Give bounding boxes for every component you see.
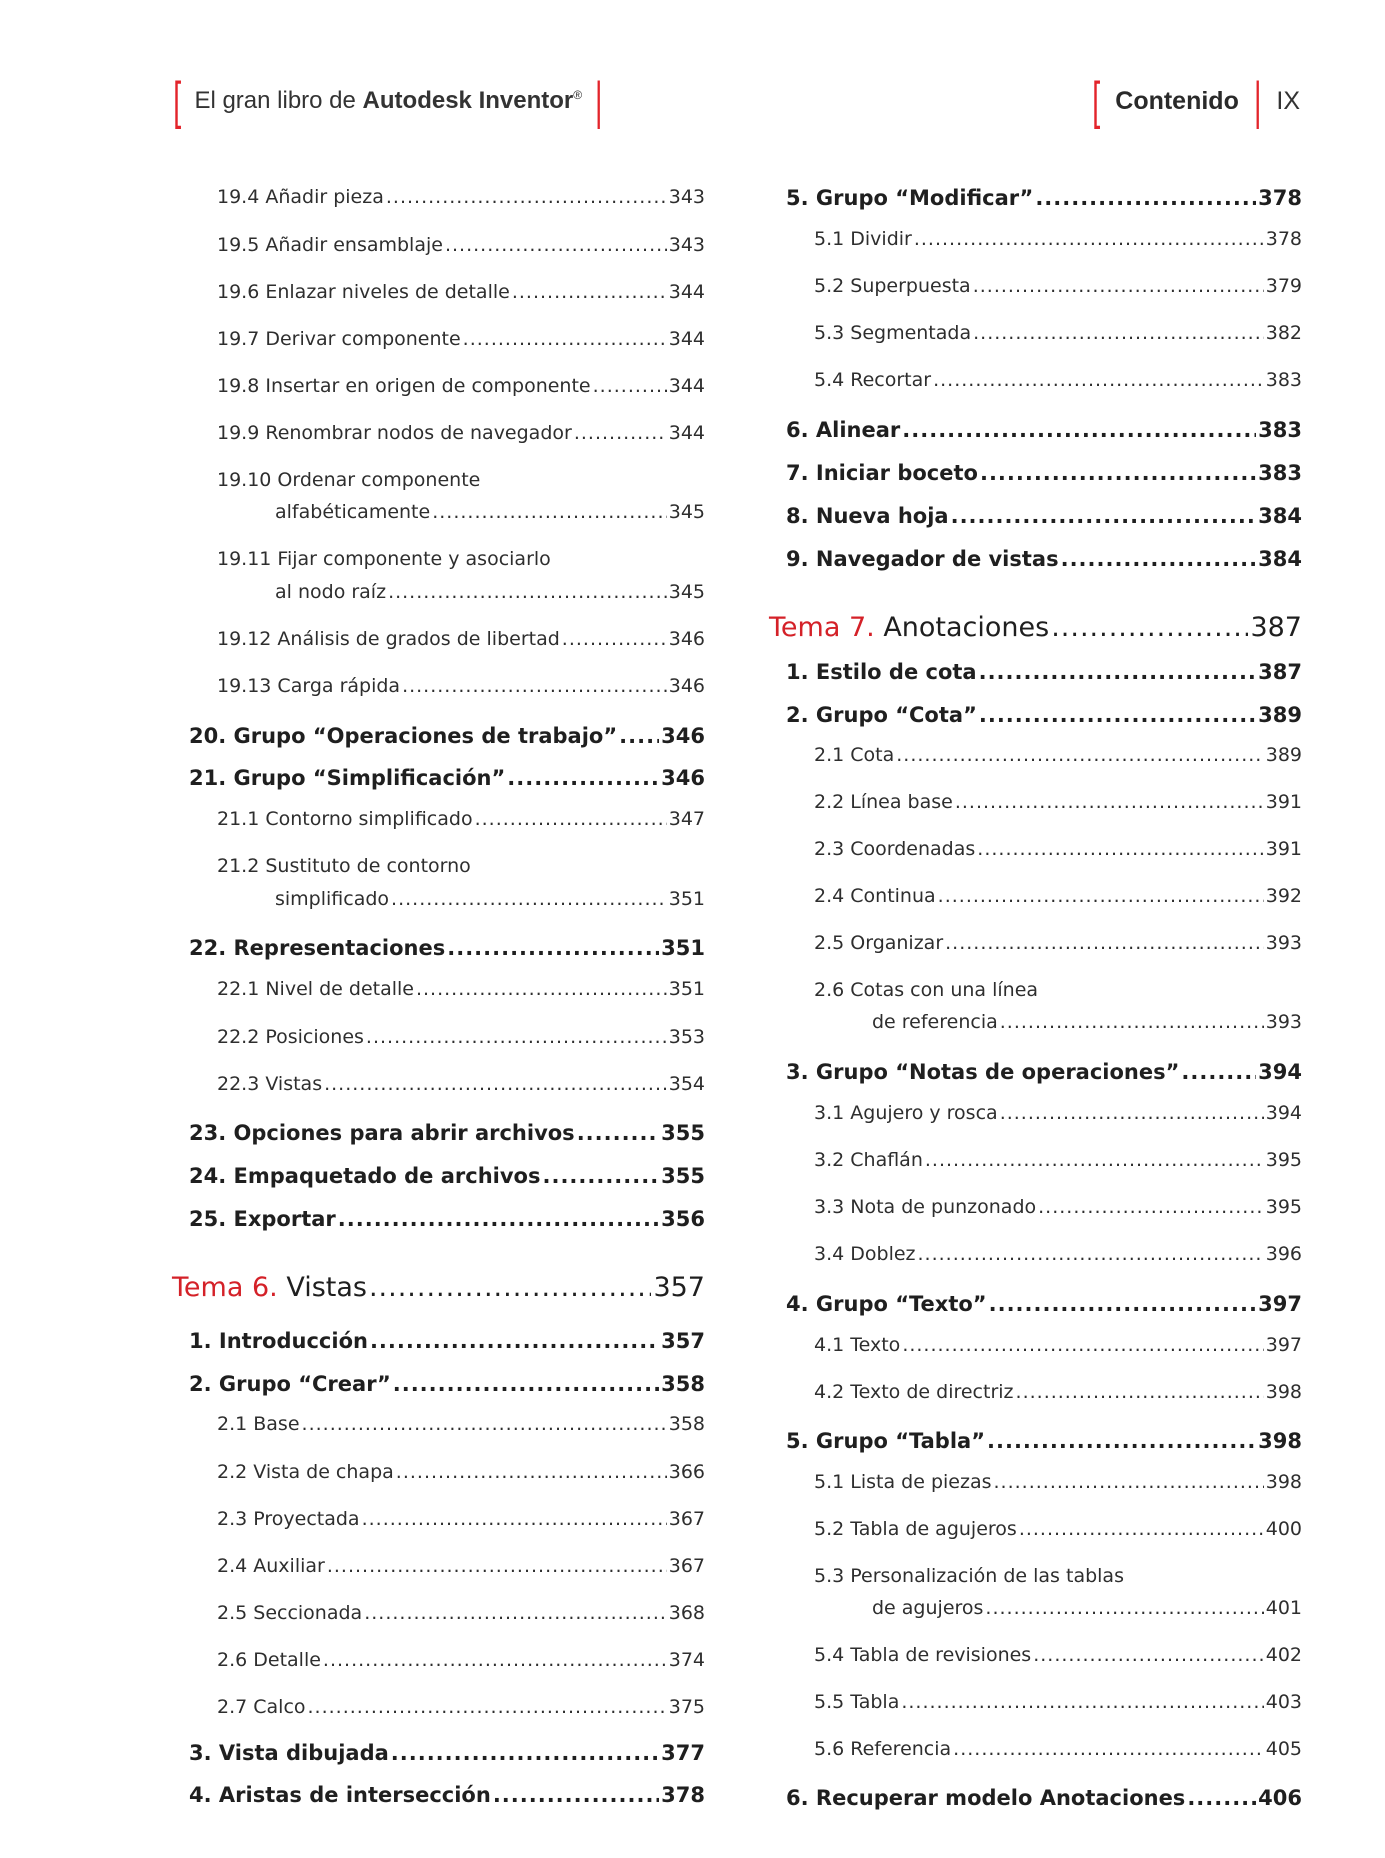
- book-title: El gran libro de Autodesk Inventor®: [194, 87, 583, 114]
- subsection-entry[interactable]: [782, 1738, 1302, 1760]
- toc-entry-line1: 5.3 Personalización de las tablas: [814, 1565, 1124, 1587]
- dot-leader: [979, 660, 1257, 684]
- dot-leader: [989, 1292, 1257, 1316]
- section-entry[interactable]: [185, 1329, 705, 1353]
- entry-title: 5.1 Lista de piezas: [814, 1471, 992, 1493]
- entry-title: 2.4 Continua: [814, 885, 936, 907]
- subsection-entry[interactable]: [782, 1243, 1302, 1265]
- entry-title: 4.1 Texto: [814, 1334, 901, 1356]
- entry-page-number: 398: [1265, 1471, 1302, 1493]
- entry-title: 2.4 Auxiliar: [217, 1555, 325, 1577]
- dot-leader: [994, 1471, 1264, 1493]
- subsection-entry[interactable]: [185, 1073, 705, 1095]
- dot-leader: [323, 1649, 667, 1671]
- entry-title: 19.12 Análisis de grados de libertad: [217, 628, 560, 650]
- section-entry[interactable]: [185, 1741, 705, 1765]
- entry-title: 4. Aristas de intersección: [189, 1783, 491, 1807]
- entry-page-number: 383: [1258, 461, 1302, 485]
- subsection-entry[interactable]: [782, 322, 1302, 344]
- dot-leader: [338, 1207, 659, 1231]
- entry-title: 1. Estilo de cota: [786, 660, 977, 684]
- toc-entry-line1: 19.10 Ordenar componente: [217, 469, 481, 491]
- subsection-entry[interactable]: [185, 628, 705, 650]
- dot-leader: [391, 1741, 659, 1765]
- dot-leader: [933, 369, 1264, 391]
- dot-leader: [577, 1121, 659, 1145]
- entry-title: 24. Empaquetado de archivos: [189, 1164, 541, 1188]
- toc-entry-line1: 2.6 Cotas con una línea: [814, 979, 1039, 1001]
- subsection-entry[interactable]: [782, 1518, 1302, 1540]
- dot-leader: [980, 461, 1256, 485]
- subsection-entry[interactable]: [782, 1691, 1302, 1713]
- dot-leader: [902, 1334, 1263, 1356]
- chapter-number: Tema 6.: [172, 1272, 278, 1303]
- entry-page-number: 351: [661, 936, 705, 960]
- dot-leader: [1033, 1644, 1264, 1666]
- dot-leader: [562, 628, 667, 650]
- section-entry[interactable]: [782, 1786, 1302, 1810]
- subsection-entry[interactable]: [185, 978, 705, 1000]
- subsection-entry[interactable]: [782, 369, 1302, 391]
- entry-page-number: 406: [1258, 1786, 1302, 1810]
- bracket-mark: |: [595, 72, 603, 130]
- entry-title: 4.2 Texto de directriz: [814, 1381, 1014, 1403]
- entry-title: 5.3 Segmentada: [814, 322, 972, 344]
- dot-leader: [364, 1602, 667, 1624]
- dot-leader: [416, 978, 667, 1000]
- entry-title: 5.4 Tabla de revisiones: [814, 1644, 1032, 1666]
- subsection-entry[interactable]: [782, 1334, 1302, 1356]
- subsection-entry[interactable]: [185, 1508, 705, 1530]
- entry-title: 2. Grupo “Crear”: [189, 1372, 391, 1396]
- subsection-entry[interactable]: [185, 1696, 705, 1718]
- section-entry[interactable]: [782, 1060, 1302, 1084]
- entry-title: 22.2 Posiciones: [217, 1026, 364, 1048]
- subsection-entry[interactable]: [185, 1649, 705, 1671]
- entry-page-number: 378: [1265, 228, 1302, 250]
- subsection-entry[interactable]: [185, 1026, 705, 1048]
- subsection-entry[interactable]: [782, 1196, 1302, 1218]
- entry-title: 2.5 Organizar: [814, 932, 944, 954]
- dot-leader: [447, 936, 659, 960]
- entry-title: 19.9 Renombrar nodos de navegador: [217, 422, 572, 444]
- dot-leader: [1016, 1381, 1264, 1403]
- entry-page-number: 358: [661, 1372, 705, 1396]
- entry-page-number: 382: [1265, 322, 1302, 344]
- entry-title: 22.3 Vistas: [217, 1073, 323, 1095]
- dot-leader: [402, 675, 667, 697]
- subsection-entry[interactable]: [185, 501, 705, 523]
- entry-title: 2.3 Proyectada: [217, 1508, 360, 1530]
- subsection-entry[interactable]: [185, 234, 705, 256]
- entry-title: 22.1 Nivel de detalle: [217, 978, 414, 1000]
- entry-page-number: 402: [1265, 1644, 1302, 1666]
- subsection-entry[interactable]: [782, 228, 1302, 250]
- dot-leader: [945, 932, 1264, 954]
- section-entry[interactable]: [782, 703, 1302, 727]
- entry-title: 9. Navegador de vistas: [786, 547, 1059, 571]
- chapter-label: [769, 612, 1049, 643]
- bracket-mark: [: [173, 72, 182, 130]
- dot-leader: [619, 724, 659, 748]
- section-entry[interactable]: [185, 724, 705, 748]
- entry-page-number: 378: [661, 1783, 705, 1807]
- entry-title: 3. Vista dibujada: [189, 1741, 389, 1765]
- dot-leader: [938, 885, 1264, 907]
- entry-page-number: 344: [668, 375, 705, 397]
- entry-page-number: 389: [1265, 744, 1302, 766]
- subsection-entry[interactable]: [185, 1413, 705, 1435]
- section-title: Contenido: [1115, 86, 1239, 115]
- dot-leader: [507, 766, 659, 790]
- dot-leader: [955, 791, 1264, 813]
- entry-page-number: 378: [1258, 186, 1302, 210]
- entry-page-number: 383: [1258, 418, 1302, 442]
- dot-leader: [1061, 547, 1257, 571]
- dot-leader: [918, 1243, 1264, 1265]
- section-entry[interactable]: [185, 1207, 705, 1231]
- entry-page-number: 367: [668, 1508, 705, 1530]
- chapter-entry[interactable]: [172, 1272, 705, 1303]
- dot-leader: [366, 1026, 667, 1048]
- entry-title: 1. Introducción: [189, 1329, 368, 1353]
- entry-title: 3.3 Nota de punzonado: [814, 1196, 1037, 1218]
- entry-page-number: 368: [668, 1602, 705, 1624]
- entry-page-number: 356: [661, 1207, 705, 1231]
- entry-page-number: 354: [668, 1073, 705, 1095]
- entry-title: 3.4 Doblez: [814, 1243, 916, 1265]
- entry-title: 6. Alinear: [786, 418, 901, 442]
- entry-title: 3. Grupo “Notas de operaciones”: [786, 1060, 1180, 1084]
- entry-title: 23. Opciones para abrir archivos: [189, 1121, 575, 1145]
- entry-page-number: 397: [1265, 1334, 1302, 1356]
- section-entry[interactable]: [782, 461, 1302, 485]
- dot-leader: [593, 375, 667, 397]
- entry-page-number: 398: [1265, 1381, 1302, 1403]
- subsection-entry[interactable]: [782, 932, 1302, 954]
- entry-title: simplificado: [275, 888, 390, 910]
- section-entry[interactable]: [185, 766, 705, 790]
- dot-leader: [475, 808, 667, 830]
- entry-page-number: 355: [661, 1164, 705, 1188]
- dot-leader: [1187, 1786, 1256, 1810]
- dot-leader: [386, 186, 667, 208]
- subsection-entry[interactable]: [185, 422, 705, 444]
- subsection-entry[interactable]: [185, 675, 705, 697]
- dot-leader: [369, 1272, 651, 1303]
- entry-page-number: 401: [1265, 1597, 1302, 1619]
- dot-leader: [393, 1372, 659, 1396]
- section-entry[interactable]: [782, 660, 1302, 684]
- entry-page-number: 367: [668, 1555, 705, 1577]
- subsection-entry[interactable]: [185, 888, 705, 910]
- entry-page-number: 346: [668, 675, 705, 697]
- entry-title: 2.7 Calco: [217, 1696, 306, 1718]
- subsection-entry[interactable]: [782, 275, 1302, 297]
- entry-title: 2.2 Línea base: [814, 791, 953, 813]
- dot-leader: [512, 281, 667, 303]
- entry-page-number: 353: [668, 1026, 705, 1048]
- subsection-entry[interactable]: [185, 328, 705, 350]
- subsection-entry[interactable]: [782, 838, 1302, 860]
- dot-leader: [1051, 612, 1248, 643]
- entry-page-number: 366: [668, 1461, 705, 1483]
- entry-title: 2.5 Seccionada: [217, 1602, 363, 1624]
- chapter-entry[interactable]: [769, 612, 1302, 643]
- entry-page-number: 396: [1265, 1243, 1302, 1265]
- entry-page-number: 379: [1265, 275, 1302, 297]
- entry-page-number: 383: [1265, 369, 1302, 391]
- entry-page-number: 358: [668, 1413, 705, 1435]
- subsection-entry[interactable]: [782, 791, 1302, 813]
- subsection-entry[interactable]: [782, 1644, 1302, 1666]
- toc-entry-line1: 19.11 Fijar componente y asociarlo: [217, 548, 551, 570]
- dot-leader: [973, 322, 1264, 344]
- toc-entry-line1: 21.2 Sustituto de contorno: [217, 855, 471, 877]
- dot-leader: [1000, 1102, 1264, 1124]
- entry-page-number: 346: [661, 766, 705, 790]
- entry-title: 19.7 Derivar componente: [217, 328, 461, 350]
- entry-title: 2. Grupo “Cota”: [786, 703, 977, 727]
- entry-page-number: 394: [1265, 1102, 1302, 1124]
- entry-page-number: 393: [1265, 932, 1302, 954]
- entry-page-number: 351: [668, 978, 705, 1000]
- dot-leader: [914, 228, 1264, 250]
- entry-title: 19.6 Enlazar niveles de detalle: [217, 281, 510, 303]
- dot-leader: [391, 888, 667, 910]
- entry-page-number: 344: [668, 281, 705, 303]
- entry-page-number: 403: [1265, 1691, 1302, 1713]
- entry-page-number: 387: [1250, 612, 1302, 643]
- subsection-entry[interactable]: [782, 1011, 1302, 1033]
- dot-leader: [1019, 1518, 1264, 1540]
- entry-title: 25. Exportar: [189, 1207, 336, 1231]
- dot-leader: [432, 501, 667, 523]
- dot-leader: [977, 838, 1263, 860]
- entry-page-number: 400: [1265, 1518, 1302, 1540]
- entry-page-number: 343: [668, 186, 705, 208]
- subsection-entry[interactable]: [782, 1149, 1302, 1171]
- dot-leader: [1000, 1011, 1264, 1033]
- dot-leader: [396, 1461, 667, 1483]
- subsection-entry[interactable]: [185, 1555, 705, 1577]
- entry-title: 20. Grupo “Operaciones de trabajo”: [189, 724, 618, 748]
- dot-leader: [324, 1073, 667, 1095]
- entry-title: 7. Iniciar boceto: [786, 461, 978, 485]
- subsection-entry[interactable]: [185, 808, 705, 830]
- section-entry[interactable]: [782, 1429, 1302, 1453]
- entry-page-number: 392: [1265, 885, 1302, 907]
- dot-leader: [308, 1696, 667, 1718]
- subsection-entry[interactable]: [185, 375, 705, 397]
- subsection-entry[interactable]: [185, 281, 705, 303]
- dot-leader: [951, 504, 1257, 528]
- dot-leader: [979, 703, 1256, 727]
- entry-page-number: 343: [668, 234, 705, 256]
- entry-title: 5.2 Tabla de agujeros: [814, 1518, 1017, 1540]
- section-entry[interactable]: [185, 1164, 705, 1188]
- entry-title: 5.6 Referencia: [814, 1738, 952, 1760]
- entry-title: 3.1 Agujero y rosca: [814, 1102, 998, 1124]
- section-entry[interactable]: [782, 504, 1302, 528]
- entry-title: 19.5 Añadir ensamblaje: [217, 234, 443, 256]
- entry-page-number: 347: [668, 808, 705, 830]
- entry-title: 2.1 Cota: [814, 744, 895, 766]
- dot-leader: [973, 275, 1264, 297]
- dot-leader: [370, 1329, 659, 1353]
- chapter-number: Tema 7.: [769, 612, 875, 643]
- entry-title: al nodo raíz: [275, 581, 387, 603]
- section-entry[interactable]: [782, 186, 1302, 210]
- subsection-entry[interactable]: [185, 581, 705, 603]
- entry-page-number: 393: [1265, 1011, 1302, 1033]
- section-entry[interactable]: [782, 547, 1302, 571]
- entry-title: alfabéticamente: [275, 501, 431, 523]
- subsection-entry[interactable]: [185, 1602, 705, 1624]
- entry-title: 19.8 Insertar en origen de componente: [217, 375, 591, 397]
- chapter-label: [172, 1272, 367, 1303]
- entry-title: 5. Grupo “Modificar”: [786, 186, 1034, 210]
- bracket-mark: [: [1092, 72, 1101, 130]
- entry-title: 19.13 Carga rápida: [217, 675, 401, 697]
- dot-leader: [925, 1149, 1264, 1171]
- dot-leader: [1038, 1196, 1264, 1218]
- subsection-entry[interactable]: [185, 186, 705, 208]
- entry-title: de referencia: [872, 1011, 998, 1033]
- entry-title: 2.6 Detalle: [217, 1649, 321, 1671]
- entry-title: 5.2 Superpuesta: [814, 275, 971, 297]
- entry-page-number: 377: [661, 1741, 705, 1765]
- entry-page-number: 391: [1265, 791, 1302, 813]
- dot-leader: [902, 418, 1256, 442]
- bracket-mark: |: [1253, 72, 1262, 130]
- dot-leader: [987, 1429, 1256, 1453]
- entry-page-number: 345: [668, 581, 705, 603]
- entry-page-number: 357: [661, 1329, 705, 1353]
- entry-page-number: 389: [1258, 703, 1302, 727]
- subsection-entry[interactable]: [782, 1471, 1302, 1493]
- entry-title: 8. Nueva hoja: [786, 504, 949, 528]
- entry-title: 5.5 Tabla: [814, 1691, 900, 1713]
- entry-page-number: 397: [1258, 1292, 1302, 1316]
- entry-title: 4. Grupo “Texto”: [786, 1292, 987, 1316]
- dot-leader: [302, 1413, 667, 1435]
- dot-leader: [362, 1508, 667, 1530]
- entry-page-number: 384: [1258, 547, 1302, 571]
- chapter-title: Vistas: [286, 1272, 367, 1303]
- entry-title: 2.3 Coordenadas: [814, 838, 976, 860]
- entry-page-number: 375: [668, 1696, 705, 1718]
- section-entry[interactable]: [185, 936, 705, 960]
- dot-leader: [574, 422, 667, 444]
- entry-page-number: 384: [1258, 504, 1302, 528]
- dot-leader: [1181, 1060, 1256, 1084]
- dot-leader: [953, 1738, 1264, 1760]
- dot-leader: [901, 1691, 1263, 1713]
- entry-page-number: 346: [668, 628, 705, 650]
- entry-title: 21. Grupo “Simplificación”: [189, 766, 506, 790]
- subsection-entry[interactable]: [782, 1381, 1302, 1403]
- entry-page-number: 351: [668, 888, 705, 910]
- subsection-entry[interactable]: [782, 1102, 1302, 1124]
- subsection-entry[interactable]: [782, 1597, 1302, 1619]
- running-header-left: [170, 72, 606, 130]
- section-entry[interactable]: [185, 1372, 705, 1396]
- subsection-entry[interactable]: [185, 1461, 705, 1483]
- dot-leader: [388, 581, 667, 603]
- entry-title: 5.4 Recortar: [814, 369, 932, 391]
- dot-leader: [327, 1555, 667, 1577]
- subsection-entry[interactable]: [782, 744, 1302, 766]
- entry-title: 5. Grupo “Tabla”: [786, 1429, 986, 1453]
- dot-leader: [463, 328, 667, 350]
- entry-page-number: 355: [661, 1121, 705, 1145]
- entry-page-number: 344: [668, 422, 705, 444]
- entry-title: 3.2 Chaflán: [814, 1149, 923, 1171]
- entry-page-number: 405: [1265, 1738, 1302, 1760]
- entry-title: 19.4 Añadir pieza: [217, 186, 384, 208]
- chapter-title: Anotaciones: [883, 612, 1050, 643]
- subsection-entry[interactable]: [782, 885, 1302, 907]
- entry-page-number: 344: [668, 328, 705, 350]
- section-entry[interactable]: [185, 1121, 705, 1145]
- entry-page-number: 357: [653, 1272, 705, 1303]
- page-number: IX: [1276, 86, 1300, 115]
- entry-title: de agujeros: [872, 1597, 984, 1619]
- entry-page-number: 398: [1258, 1429, 1302, 1453]
- dot-leader: [445, 234, 667, 256]
- entry-page-number: 387: [1258, 660, 1302, 684]
- entry-page-number: 395: [1265, 1196, 1302, 1218]
- dot-leader: [985, 1597, 1263, 1619]
- section-entry[interactable]: [185, 1783, 705, 1807]
- entry-title: 2.2 Vista de chapa: [217, 1461, 394, 1483]
- dot-leader: [1035, 186, 1256, 210]
- dot-leader: [896, 744, 1263, 766]
- entry-page-number: 395: [1265, 1149, 1302, 1171]
- dot-leader: [542, 1164, 659, 1188]
- section-entry[interactable]: [782, 1292, 1302, 1316]
- entry-title: 6. Recuperar modelo Anotaciones: [786, 1786, 1186, 1810]
- entry-title: 5.1 Dividir: [814, 228, 912, 250]
- dot-leader: [493, 1783, 659, 1807]
- entry-title: 22. Representaciones: [189, 936, 446, 960]
- entry-page-number: 346: [661, 724, 705, 748]
- entry-page-number: 394: [1258, 1060, 1302, 1084]
- entry-title: 21.1 Contorno simplificado: [217, 808, 473, 830]
- entry-page-number: 391: [1265, 838, 1302, 860]
- entry-page-number: 345: [668, 501, 705, 523]
- section-entry[interactable]: [782, 418, 1302, 442]
- running-header-right: [1089, 72, 1300, 130]
- entry-title: 2.1 Base: [217, 1413, 300, 1435]
- entry-page-number: 374: [668, 1649, 705, 1671]
